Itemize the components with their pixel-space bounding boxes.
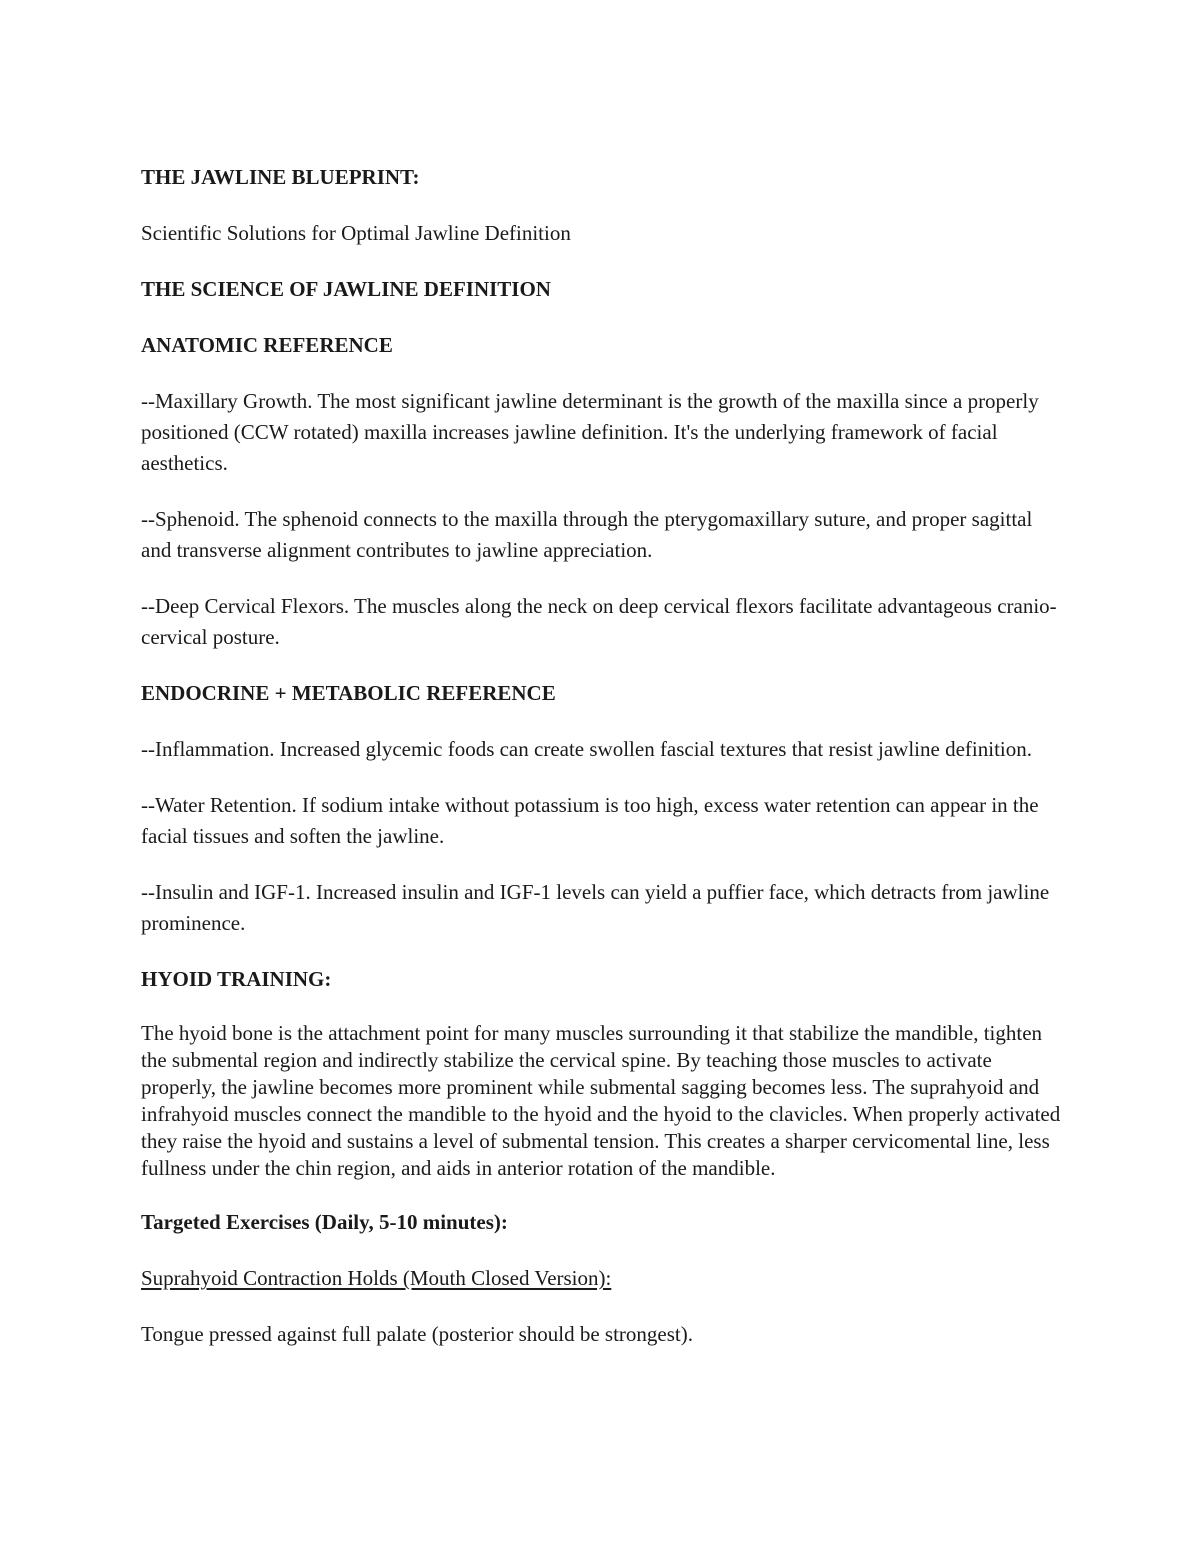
section-heading-exercises: Targeted Exercises (Daily, 5-10 minutes): xyxy=(141,1210,508,1234)
exercise-subheading: Suprahyoid Contraction Holds (Mouth Closed Version): xyxy=(141,1266,612,1290)
document-page xyxy=(141,162,1061,1375)
section-heading-science: THE SCIENCE OF JAWLINE DEFINITION xyxy=(141,277,551,301)
paragraph-insulin-igf1: --Insulin and IGF-1. Increased insulin and IGF-1 levels can yield a puffier face, which detracts from jawline prominence. xyxy=(141,880,1050,935)
paragraph-inflammation: --Inflammation. Increased glycemic foods can create swollen fascial textures that resist jawline definition. xyxy=(141,737,1032,761)
paragraph-deep-cervical-flexors: --Deep Cervical Flexors. The muscles along the neck on deep cervical flexors facilitate advantageous cranio-cervical posture. xyxy=(141,594,1057,649)
paragraph-maxillary-growth: --Maxillary Growth. The most significant jawline determinant is the growth of the maxilla since a properly positioned (CCW rotated) maxilla increases jawline definition. It's the underlying framework of facial aesthetics. xyxy=(141,389,1039,475)
section-heading-anatomic: ANATOMIC REFERENCE xyxy=(141,333,393,357)
paragraph-water-retention: --Water Retention. If sodium intake without potassium is too high, excess water retention can appear in the facial tissues and soften the jawline. xyxy=(141,793,1039,848)
section-heading-hyoid: HYOID TRAINING: xyxy=(141,967,332,991)
exercise-step: Tongue pressed against full palate (posterior should be strongest). xyxy=(141,1322,693,1346)
paragraph-sphenoid: --Sphenoid. The sphenoid connects to the maxilla through the pterygomaxillary suture, and proper sagittal and transverse alignment contributes to jawline appreciation. xyxy=(141,507,1033,562)
paragraph-hyoid-training: The hyoid bone is the attachment point for many muscles surrounding it that stabilize the mandible, tighten the submental region and indirectly stabilize the cervical spine. By teaching those muscles to activate properly, the jawline becomes more prominent while submental sagging becomes less. The suprahyoid and infrahyoid muscles connect the mandible to the hyoid and the hyoid to the clavicles. When properly activated they raise the hyoid and sustains a level of submental tension. This creates a sharper cervicomental line, less fullness under the chin region, and aids in anterior rotation of the mandible. xyxy=(141,1021,1061,1180)
document-subtitle: Scientific Solutions for Optimal Jawline Definition xyxy=(141,221,571,245)
document-title: THE JAWLINE BLUEPRINT: xyxy=(141,165,420,189)
section-heading-endocrine: ENDOCRINE + METABOLIC REFERENCE xyxy=(141,681,556,705)
